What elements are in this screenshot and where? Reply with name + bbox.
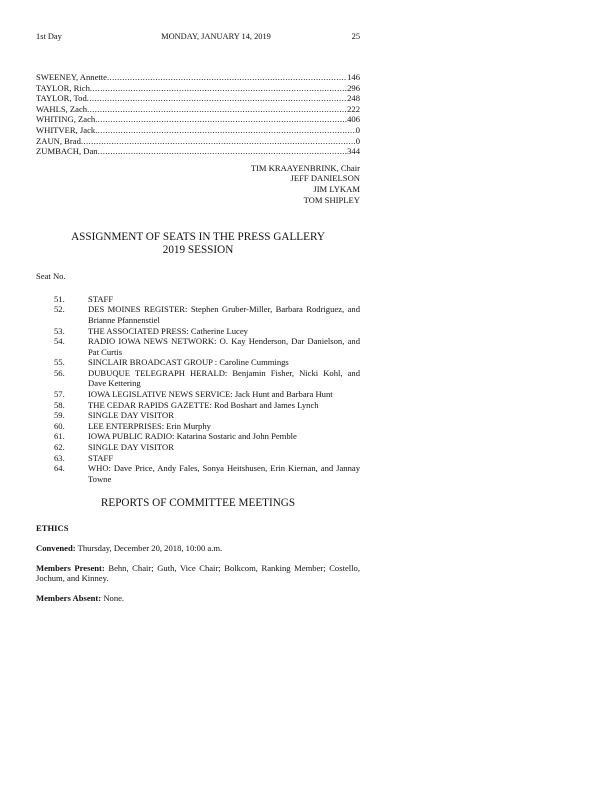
dot-leader xyxy=(81,136,356,147)
attendance-row xyxy=(36,114,360,125)
signer-name: TIM KRAAYENBRINK, Chair xyxy=(250,162,360,173)
member-name: WHITING, Zach xyxy=(36,114,96,125)
seat-assignee: DES MOINES REGISTER: Stephen Gruber-Miller, Barbara Rodriguez, and Brianne Pfannenstiel xyxy=(88,304,360,325)
attendance-list xyxy=(36,72,360,157)
seat-assignee: DUBUQUE TELEGRAPH HERALD: Benjamin Fisher, Nicki Kohl, and Dave Kettering xyxy=(88,367,360,389)
member-count: 146 xyxy=(347,72,360,82)
seat-number: 57. xyxy=(54,389,65,400)
members-absent-text: None. xyxy=(101,592,125,603)
member-count: 0 xyxy=(355,135,360,146)
member-name: SWEENEY, Annette xyxy=(36,72,107,82)
seat-row xyxy=(36,357,360,368)
header-day: 1st Day xyxy=(36,32,62,41)
page-header xyxy=(36,32,360,44)
convened-text: Thursday, December 20, 2018, 10:00 a.m. xyxy=(75,543,223,553)
seat-assignee: STAFF xyxy=(88,452,114,463)
committee-heading: ETHICS xyxy=(36,523,69,534)
seat-row xyxy=(36,442,360,453)
seat-number: 64. xyxy=(54,463,65,474)
seat-assignee: SINCLAIR BROADCAST GROUP : Caroline Cummings xyxy=(88,357,289,368)
attendance-row xyxy=(36,72,360,83)
member-count: 222 xyxy=(347,103,360,114)
dot-leader xyxy=(87,93,347,104)
press-gallery-title xyxy=(36,231,360,257)
seat-assignee: IOWA LEGISLATIVE NEWS SERVICE: Jack Hunt and Barbara Hunt xyxy=(88,389,333,400)
seat-row xyxy=(36,326,360,337)
member-name: TAYLOR, Tod xyxy=(36,93,87,104)
member-count: 248 xyxy=(347,93,360,104)
member-count: 296 xyxy=(347,82,360,93)
members-present-label: Members Present: xyxy=(36,562,105,573)
members-absent-paragraph xyxy=(36,593,360,604)
member-name: WHITVER, Jack xyxy=(36,124,96,135)
convened-label: Convened: xyxy=(36,543,76,553)
seat-assignee: THE CEDAR RAPIDS GAZETTE: Rod Boshart and James Lynch xyxy=(88,399,319,410)
attendance-row xyxy=(36,104,360,115)
dot-leader xyxy=(98,146,348,157)
member-name: WAHLS, Zach xyxy=(36,103,88,114)
seat-number: 54. xyxy=(54,336,65,347)
member-name: ZUMBACH, Dan xyxy=(36,146,98,157)
signer-name: JEFF DANIELSON xyxy=(290,173,360,184)
seat-assignee: THE ASSOCIATED PRESS: Catherine Lucey xyxy=(88,325,248,336)
dot-leader xyxy=(107,72,347,83)
seat-number: 53. xyxy=(54,325,65,336)
seat-assignee: IOWA PUBLIC RADIO: Katarina Sostaric and John Pemble xyxy=(88,431,297,442)
attendance-row xyxy=(36,93,360,104)
members-present-text: Behn, Chair; Guth, Vice Chair; Bolkcom, Ranking Member; Costello, Jochum, and Kinney. xyxy=(36,562,360,584)
seat-row xyxy=(36,400,360,411)
reports-title: REPORTS OF COMMITTEE MEETINGS xyxy=(100,497,296,510)
signer-name: JIM LYKAM xyxy=(313,183,360,194)
seat-assignee: WHO: Dave Price, Andy Fales, Sonya Heitshusen, Erin Kiernan, and Jannay Towne xyxy=(88,463,360,484)
seat-number: 63. xyxy=(54,452,65,463)
seat-number: 51. xyxy=(54,293,65,304)
seat-assignee: STAFF xyxy=(88,293,114,304)
seat-number-label: Seat No. xyxy=(36,271,66,282)
press-gallery-session: 2019 SESSION xyxy=(162,244,234,257)
attendance-row xyxy=(36,136,360,147)
header-page-number: 25 xyxy=(351,32,360,41)
press-gallery-title-line: ASSIGNMENT OF SEATS IN THE PRESS GALLERY xyxy=(71,231,325,244)
seat-number: 59. xyxy=(54,410,65,421)
seat-assignee: SINGLE DAY VISITOR xyxy=(88,410,174,421)
member-count: 0 xyxy=(355,124,360,135)
seat-row xyxy=(36,463,360,484)
seat-number: 56. xyxy=(54,367,65,378)
seat-row xyxy=(36,431,360,442)
seat-row xyxy=(36,336,360,357)
seat-number: 58. xyxy=(54,399,65,410)
seat-number: 55. xyxy=(54,357,65,368)
seat-assignee: LEE ENTERPRISES: Erin Murphy xyxy=(88,420,211,431)
dot-leader xyxy=(95,114,347,125)
signer-name: TOM SHIPLEY xyxy=(303,194,360,205)
attendance-row xyxy=(36,83,360,94)
seat-assignment-list xyxy=(36,294,360,485)
seat-row xyxy=(36,304,360,325)
seat-number: 52. xyxy=(54,304,65,315)
attendance-row xyxy=(36,146,360,157)
seat-number: 62. xyxy=(54,442,65,453)
attendance-row xyxy=(36,125,360,136)
dot-leader xyxy=(90,83,347,94)
seat-row xyxy=(36,368,360,389)
seat-row xyxy=(36,410,360,421)
header-date: MONDAY, JANUARY 14, 2019 xyxy=(161,32,271,41)
seat-row xyxy=(36,294,360,305)
seat-row xyxy=(36,421,360,432)
convened-paragraph xyxy=(36,543,360,554)
dot-leader xyxy=(87,104,347,115)
journal-page xyxy=(36,32,360,603)
signature-block xyxy=(36,163,360,205)
member-count: 406 xyxy=(347,114,360,125)
member-name: ZAUN, Brad xyxy=(36,135,81,146)
seat-row xyxy=(36,453,360,464)
member-count: 344 xyxy=(347,146,360,157)
dot-leader xyxy=(95,125,356,136)
members-present-paragraph xyxy=(36,563,360,584)
seat-row xyxy=(36,389,360,400)
seat-assignee: SINGLE DAY VISITOR xyxy=(88,442,174,453)
member-name: TAYLOR, Rich xyxy=(36,82,90,93)
seat-number: 60. xyxy=(54,420,65,431)
seat-assignee: RADIO IOWA NEWS NETWORK: O. Kay Henderson, Dar Danielson, and Pat Curtis xyxy=(88,336,360,357)
seat-number: 61. xyxy=(54,431,65,442)
members-absent-label: Members Absent: xyxy=(36,592,102,603)
